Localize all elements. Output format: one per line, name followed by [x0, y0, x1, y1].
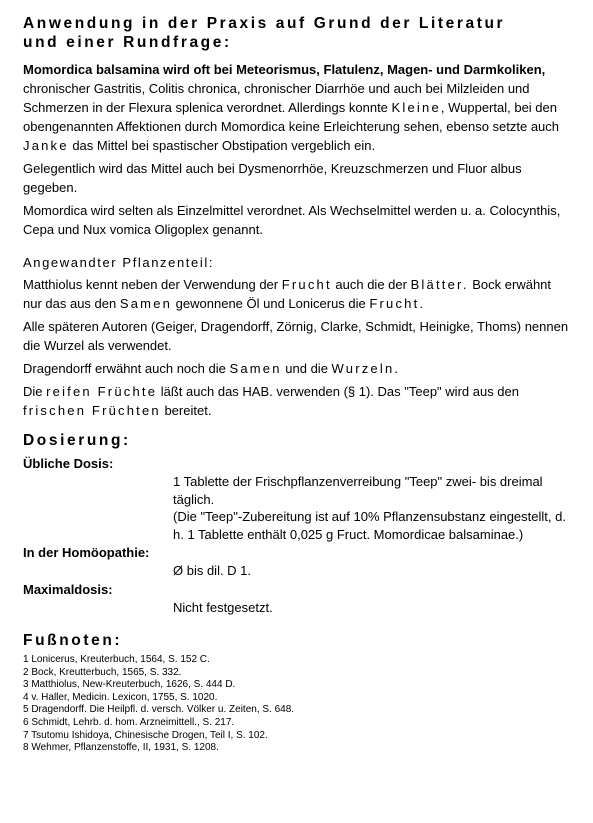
footnote-item: 6 Schmidt, Lehrb. d. hom. Arzneimittell., S. 217. — [23, 716, 235, 728]
value-homoeopathie: Ø bis dil. D 1. — [173, 563, 252, 578]
footnote-item: 7 Tsutomu Ishidoya, Chinesische Drogen, Teil I, S. 102. — [23, 729, 268, 741]
paragraph-indications: Momordica balsamina wird oft bei Meteorismus, Flatulenz, Magen- und Darmkoliken, chronischer Gastritis, Colitis chronica, chronischer Diarrhöe und auch bei Milzleiden und Schmerzen in der Flexura splenica verordnet. Allerdings konnte Kleine, Wuppertal, bei den obengenannten Affektionen durch Momordica keine Erleichterung sehen, ebenso setzte auch Janke das Mittel bei spastischer Obstipation vergeblich ein. — [23, 62, 560, 153]
footnote-item: 1 Lonicerus, Kreuterbuch, 1564, S. 152 C. — [23, 654, 210, 665]
footnote-item: 3 Matthiolus, New-Kreuterbuch, 1626, S. 444 D. — [23, 679, 236, 691]
footnote-list — [23, 654, 571, 755]
label-maximaldosis: Maximaldosis: — [23, 581, 113, 597]
bold-lead-text: Momordica balsamina wird oft bei Meteorismus, Flatulenz, Magen- und Darmkoliken, — [23, 62, 546, 77]
section-title-line-2: und einer Rundfrage: — [23, 34, 232, 51]
section-title-anwendung — [23, 14, 571, 52]
paragraph-hab: Die reifen Früchte läßt auch das HAB. verwenden (§ 1). Das "Teep" wird aus den frischen Früchten bereitet. — [23, 384, 519, 418]
label-homoeopathie: In der Homöopathie: — [23, 545, 150, 560]
footnote-item: 8 Wehmer, Pflanzenstoffe, II, 1931, S. 1208. — [23, 742, 219, 754]
spaced-name-janke: Janke — [23, 138, 69, 153]
footnote-item: 5 Dragendorff. Die Heilpfl. d. versch. Völker u. Zeiten, S. 648. — [23, 704, 295, 716]
value-uebliche-dosis: 1 Tablette der Frischpflanzenverreibung "Teep" zwei- bis dreimal täglich. — [173, 474, 543, 507]
section-title-dosierung: Dosierung: — [23, 432, 131, 449]
paragraph-matthiolus: Matthiolus kennt neben der Verwendung der Frucht auch die der Blätter. Bock erwähnt nur das aus den Samen gewonnene Öl und Lonicerus die Frucht. — [23, 277, 552, 311]
paragraph-dragendorff: Dragendorff erwähnt auch noch die Samen und die Wurzeln. — [23, 361, 401, 376]
section-title-fussnoten: Fußnoten: — [23, 632, 123, 649]
section-title-pflanzenteil: Angewandter Pflanzenteil: — [23, 255, 215, 270]
document-page — [23, 14, 571, 755]
spaced-name-kleine: Kleine — [391, 100, 441, 115]
section-title-line-1: Anwendung in der Praxis auf Grund der Literatur — [23, 15, 506, 32]
value-maximaldosis: Nicht festgesetzt. — [173, 599, 273, 615]
paragraph-spaetere-autoren: Alle späteren Autoren (Geiger, Dragendorff, Zörnig, Clarke, Schmidt, Heinigke, Thoms) nennen die Wurzel als verwendet. — [23, 319, 569, 353]
paragraph-wechselmittel: Momordica wird selten als Einzelmittel verordnet. Als Wechselmittel werden u. a. Colocynthis, Cepa und Nux vomica Oligoplex genannt. — [23, 203, 561, 237]
label-uebliche-dosis: Übliche Dosis: — [23, 456, 114, 471]
footnote-item: 2 Bock, Kreutterbuch, 1565, S. 332. — [23, 666, 182, 678]
paragraph-dysmenorrhoe: Gelegentlich wird das Mittel auch bei Dysmenorrhöe, Kreuzschmerzen und Fluor albus gegeben. — [23, 161, 522, 195]
footnote-item: 4 v. Haller, Medicin. Lexicon, 1755, S. 1020. — [23, 691, 218, 703]
value-teep-zubereitung: (Die "Teep"-Zubereitung ist auf 10% Pflanzensubstanz eingestellt, d. h. 1 Tablette enthält 0,025 g Fruct. Momordicae balsaminae.) — [173, 509, 566, 542]
